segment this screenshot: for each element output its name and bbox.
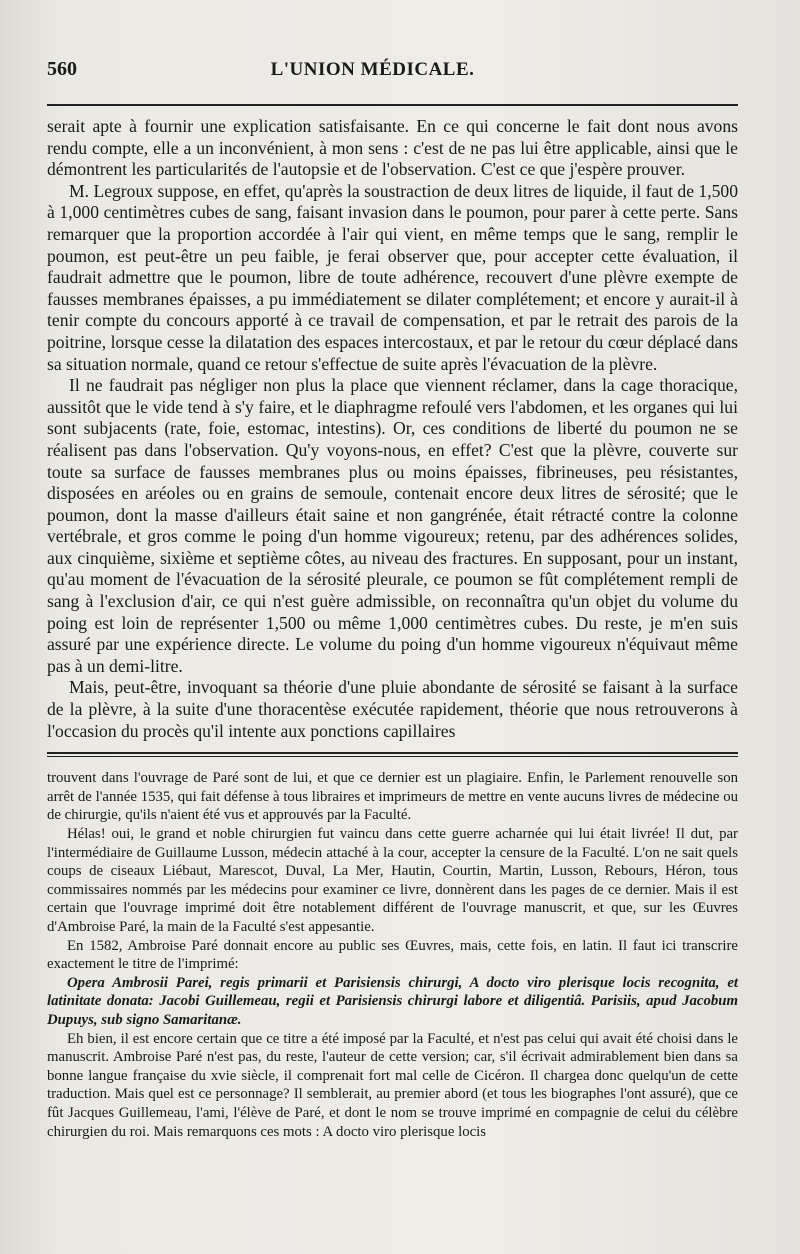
note-paragraph: trouvent dans l'ouvrage de Paré sont de lui, et que ce dernier est un plagiaire. Enfin, le Parlement renouvelle son arrêt de l'année 1535, qui fait défense à tous libraires et imprimeurs de mettre en vente aucuns livres de médecine ou de chirurgie, qu'ils n'aient été vus et approuvés par la Faculté. (47, 770, 738, 824)
header-rule (47, 104, 738, 106)
paragraph: Il ne faudrait pas négliger non plus la place que viennent réclamer, dans la cage thoracique, aussitôt que le vide tend à s'y faire, et le diaphragme refoulé vers l'abdomen, et les organes qui lui sont subjacents (rate, foie, estomac, intestins). Or, ces conditions de liberté du poumon ne se réalisent pas dans l'observation. Qu'y voyons-nous, en effet? C'est que la plèvre, couverte sur toute sa surface de fausses membranes plus ou moins épaisses, fibrineuses, peu résistantes, disposées en aréoles ou en grains de semoule, contenait encore deux litres de sérosité; que le poumon, dont la masse d'ailleurs était saine et non gangrénée, était rétracté contre la colonne vertébrale, et gros comme le poing d'un homme vigoureux; retenu, par des adhérences solides, aux cinquième, sixième et septième côtes, au niveau des fractures. En supposant, pour un instant, qu'au moment de l'évacuation de la sérosité pleurale, ce poumon se fût complétement rempli de sang à l'exclusion d'air, ce qui n'est guère admissible, on reconnaîtra qu'un objet du volume du poing est loin de représenter 1,500 ou même 1,000 centimètres cubes. Du reste, je m'en suis assuré par une expérience directe. Le volume du poing d'un homme vigoureux n'équivaut même pas à un demi-litre. (47, 375, 738, 676)
feuilleton-text (47, 769, 738, 1141)
paragraph: serait apte à fournir une explication satisfaisante. En ce qui concerne le fait dont nous avons rendu compte, elle a un inconvénient, à mon sens : c'est de ne pas lui être applicable, ainsi que le démontrent les particularités de l'autopsie et de l'observation. C'est ce que j'espère prouver. (47, 116, 738, 180)
note-paragraph: En 1582, Ambroise Paré donnait encore au public ses Œuvres, mais, cette fois, en latin. Il faut ici transcrire exactement le titre de l'imprimé: (47, 937, 738, 973)
latin-title: Opera Ambrosii Parei, regis primarii et Parisiensis chirurgi, A docto viro plerisque locis recognita, et latinitate donata: Jacobi Guillemeau, regii et Parisiensis chirurgi labore et diligentiâ. Parisiis, apud Jacobum Dupuys, sub signo Samaritanæ. (47, 974, 738, 1028)
paragraph: Mais, peut-être, invoquant sa théorie d'une pluie abondante de sérosité se faisant à la surface de la plèvre, à la suite d'une thoracentèse exécutée rapidement, théorie que nous retrouverons à l'occasion du procès qu'il intente aux ponctions capillaires (47, 677, 738, 741)
running-header (47, 58, 738, 98)
note-paragraph: Eh bien, il est encore certain que ce titre a été imposé par la Faculté, et n'est pas celui qui avait été choisi dans le manuscrit. Ambroise Paré n'est pas, du reste, l'auteur de cette version; car, s'il écrivait admirablement bien dans sa bonne langue française du xvie siècle, il comprenait fort mal celle de Cicéron. Il chargea donc quelqu'un de cette traduction. Mais quel est ce personnage? Il semblerait, au premier abord (et tous les biographes l'ont assuré), que ce fût Jacques Guillemeau, l'ami, l'élève de Paré, et dont le nom se trouve imprimé en compagnie de celui du célèbre chirurgien du roi. Mais remarquons ces mots : A docto viro plerisque locis (47, 1030, 738, 1140)
page-number: 560 (47, 58, 77, 80)
main-text (47, 116, 738, 742)
journal-title: L'UNION MÉDICALE. (270, 59, 475, 80)
note-paragraph: Hélas! oui, le grand et noble chirurgien fut vaincu dans cette guerre acharnée qui lui était livrée! Il dut, par l'intermédiaire de Guillaume Lusson, médecin attaché à la cour, accepter la censure de la Faculté. L'on ne sait quels coups de ciseaux Liébaut, Marescot, Duval, La Mer, Hautin, Courtin, Martin, Lusson, Rebours, Héron, tous commissaires nommés par les médecins pour examiner ce livre, donnèrent dans les pages de ce dernier. Mais il est certain que l'ouvrage imprimé doit être notablement différent de l'ouvrage manuscrit, et que, sur les Œuvres d'Ambroise Paré, la main de la Faculté s'est appesantie. (47, 826, 738, 935)
paragraph: M. Legroux suppose, en effet, qu'après la soustraction de deux litres de liquide, il faut de 1,500 à 1,000 centimètres cubes de sang, faisant invasion dans le poumon, pour parer à cette perte. Sans remarquer que la proportion accordée à l'air qui vient, en même temps que le sang, remplir le poumon, est peut-être un peu faible, je ferai observer que, pour accepter cette évaluation, il faudrait admettre que le poumon, libre de toute adhérence, recouvert d'une plèvre exempte de fausses membranes épaisses, a pu immédiatement se dilater complétement; et encore y aurait-il à tenir compte du concours apporté à ce travail de compensation, et par le retrait des parois de la poitrine, lorsque cesse la dilatation des espaces intercostaux, et par le retour du cœur déplacé dans sa situation normale, quand ce retour s'effectue de suite après l'évacuation de la plèvre. (47, 180, 738, 374)
footnote-divider (47, 752, 738, 757)
